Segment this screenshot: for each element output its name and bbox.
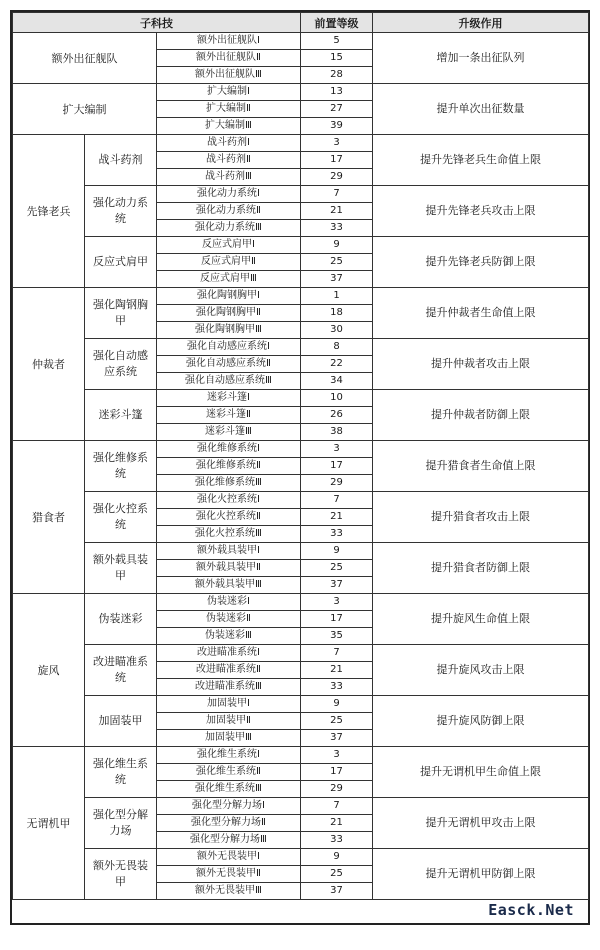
header-effect: 升级作用 bbox=[373, 13, 589, 33]
level-value: 28 bbox=[301, 67, 373, 84]
level-value: 9 bbox=[301, 696, 373, 713]
effect-cell: 提升仲裁者生命值上限 bbox=[373, 288, 589, 339]
tech-table bbox=[12, 12, 589, 900]
effect-cell: 提升旋风生命值上限 bbox=[373, 594, 589, 645]
sub-tech-name: 强化维修系统Ⅲ bbox=[157, 475, 301, 492]
header-row bbox=[13, 13, 589, 33]
level-value: 3 bbox=[301, 594, 373, 611]
effect-cell: 提升旋风攻击上限 bbox=[373, 645, 589, 696]
level-value: 25 bbox=[301, 866, 373, 883]
effect-cell: 提升猎食者生命值上限 bbox=[373, 441, 589, 492]
table-row bbox=[13, 645, 589, 662]
level-value: 33 bbox=[301, 679, 373, 696]
level-value: 39 bbox=[301, 118, 373, 135]
tech-group-cell: 战斗药剂 bbox=[85, 135, 157, 186]
sub-tech-name: 额外载具装甲Ⅰ bbox=[157, 543, 301, 560]
table-row bbox=[13, 492, 589, 509]
sub-tech-name: 反应式肩甲Ⅲ bbox=[157, 271, 301, 288]
level-value: 25 bbox=[301, 713, 373, 730]
sub-tech-name: 战斗药剂Ⅱ bbox=[157, 152, 301, 169]
table-row bbox=[13, 186, 589, 203]
level-value: 21 bbox=[301, 815, 373, 832]
tech-group-cell: 强化型分解力场 bbox=[85, 798, 157, 849]
table-row bbox=[13, 594, 589, 611]
tech-group-cell: 反应式肩甲 bbox=[85, 237, 157, 288]
level-value: 5 bbox=[301, 33, 373, 50]
level-value: 9 bbox=[301, 237, 373, 254]
sub-tech-name: 扩大编制Ⅲ bbox=[157, 118, 301, 135]
table-row bbox=[13, 696, 589, 713]
table-row bbox=[13, 747, 589, 764]
effect-cell: 提升先锋老兵攻击上限 bbox=[373, 186, 589, 237]
sub-tech-name: 强化动力系统Ⅱ bbox=[157, 203, 301, 220]
effect-cell: 提升单次出征数量 bbox=[373, 84, 589, 135]
sub-tech-name: 扩大编制Ⅱ bbox=[157, 101, 301, 118]
level-value: 3 bbox=[301, 135, 373, 152]
header-sub-tech: 子科技 bbox=[13, 13, 301, 33]
sub-tech-name: 强化陶钢胸甲Ⅰ bbox=[157, 288, 301, 305]
level-value: 10 bbox=[301, 390, 373, 407]
sub-tech-name: 强化自动感应系统Ⅲ bbox=[157, 373, 301, 390]
category-cell: 无谓机甲 bbox=[13, 747, 85, 900]
sub-tech-name: 迷彩斗篷Ⅰ bbox=[157, 390, 301, 407]
level-value: 3 bbox=[301, 441, 373, 458]
level-value: 21 bbox=[301, 662, 373, 679]
sub-tech-name: 伪装迷彩Ⅰ bbox=[157, 594, 301, 611]
level-value: 37 bbox=[301, 883, 373, 900]
sub-tech-name: 强化动力系统Ⅲ bbox=[157, 220, 301, 237]
level-value: 37 bbox=[301, 577, 373, 594]
sub-tech-name: 额外载具装甲Ⅱ bbox=[157, 560, 301, 577]
sub-tech-name: 反应式肩甲Ⅰ bbox=[157, 237, 301, 254]
sub-tech-name: 强化型分解力场Ⅲ bbox=[157, 832, 301, 849]
table-row bbox=[13, 441, 589, 458]
level-value: 26 bbox=[301, 407, 373, 424]
level-value: 33 bbox=[301, 832, 373, 849]
table-row bbox=[13, 135, 589, 152]
level-value: 8 bbox=[301, 339, 373, 356]
level-value: 38 bbox=[301, 424, 373, 441]
level-value: 29 bbox=[301, 475, 373, 492]
level-value: 7 bbox=[301, 645, 373, 662]
table-row bbox=[13, 543, 589, 560]
tech-group-cell: 强化动力系统 bbox=[85, 186, 157, 237]
effect-cell: 提升无谓机甲攻击上限 bbox=[373, 798, 589, 849]
level-value: 21 bbox=[301, 509, 373, 526]
level-value: 13 bbox=[301, 84, 373, 101]
sub-tech-name: 强化维生系统Ⅲ bbox=[157, 781, 301, 798]
sub-tech-name: 额外无畏装甲Ⅰ bbox=[157, 849, 301, 866]
level-value: 25 bbox=[301, 560, 373, 577]
table-row bbox=[13, 390, 589, 407]
sub-tech-name: 反应式肩甲Ⅱ bbox=[157, 254, 301, 271]
level-value: 17 bbox=[301, 152, 373, 169]
category-cell: 猎食者 bbox=[13, 441, 85, 594]
sub-tech-name: 额外无畏装甲Ⅱ bbox=[157, 866, 301, 883]
sub-tech-name: 加固装甲Ⅰ bbox=[157, 696, 301, 713]
sub-tech-name: 强化型分解力场Ⅰ bbox=[157, 798, 301, 815]
sub-tech-name: 改进瞄准系统Ⅱ bbox=[157, 662, 301, 679]
sub-tech-name: 迷彩斗篷Ⅲ bbox=[157, 424, 301, 441]
effect-cell: 提升先锋老兵生命值上限 bbox=[373, 135, 589, 186]
sub-tech-name: 强化自动感应系统Ⅰ bbox=[157, 339, 301, 356]
level-value: 7 bbox=[301, 798, 373, 815]
sub-tech-name: 加固装甲Ⅲ bbox=[157, 730, 301, 747]
sub-tech-name: 强化维修系统Ⅱ bbox=[157, 458, 301, 475]
sub-tech-name: 加固装甲Ⅱ bbox=[157, 713, 301, 730]
watermark: Easck.Net bbox=[488, 901, 574, 919]
tech-group-cell: 强化维修系统 bbox=[85, 441, 157, 492]
level-value: 37 bbox=[301, 271, 373, 288]
sub-tech-name: 额外出征舰队Ⅱ bbox=[157, 50, 301, 67]
sub-tech-name: 战斗药剂Ⅰ bbox=[157, 135, 301, 152]
level-value: 33 bbox=[301, 526, 373, 543]
sub-tech-name: 强化陶钢胸甲Ⅲ bbox=[157, 322, 301, 339]
tech-group-cell: 额外载具装甲 bbox=[85, 543, 157, 594]
level-value: 33 bbox=[301, 220, 373, 237]
header-level: 前置等级 bbox=[301, 13, 373, 33]
sub-tech-name: 改进瞄准系统Ⅲ bbox=[157, 679, 301, 696]
level-value: 35 bbox=[301, 628, 373, 645]
level-value: 7 bbox=[301, 186, 373, 203]
sub-tech-name: 强化维生系统Ⅱ bbox=[157, 764, 301, 781]
sub-tech-name: 迷彩斗篷Ⅱ bbox=[157, 407, 301, 424]
table-row bbox=[13, 288, 589, 305]
level-value: 25 bbox=[301, 254, 373, 271]
table-row bbox=[13, 798, 589, 815]
sub-tech-name: 改进瞄准系统Ⅰ bbox=[157, 645, 301, 662]
table-row bbox=[13, 849, 589, 866]
level-value: 17 bbox=[301, 764, 373, 781]
tech-group-cell: 强化自动感应系统 bbox=[85, 339, 157, 390]
sub-tech-name: 强化陶钢胸甲Ⅱ bbox=[157, 305, 301, 322]
category-cell: 额外出征舰队 bbox=[13, 33, 157, 84]
effect-cell: 提升无谓机甲防御上限 bbox=[373, 849, 589, 900]
level-value: 29 bbox=[301, 781, 373, 798]
sub-tech-name: 额外无畏装甲Ⅲ bbox=[157, 883, 301, 900]
level-value: 17 bbox=[301, 611, 373, 628]
level-value: 9 bbox=[301, 849, 373, 866]
tech-table-body bbox=[13, 33, 589, 900]
tech-table-frame bbox=[10, 10, 590, 925]
table-row bbox=[13, 237, 589, 254]
effect-cell: 提升先锋老兵防御上限 bbox=[373, 237, 589, 288]
sub-tech-name: 强化型分解力场Ⅱ bbox=[157, 815, 301, 832]
category-cell: 扩大编制 bbox=[13, 84, 157, 135]
sub-tech-name: 强化火控系统Ⅱ bbox=[157, 509, 301, 526]
level-value: 17 bbox=[301, 458, 373, 475]
tech-group-cell: 加固装甲 bbox=[85, 696, 157, 747]
level-value: 27 bbox=[301, 101, 373, 118]
effect-cell: 提升猎食者防御上限 bbox=[373, 543, 589, 594]
sub-tech-name: 强化自动感应系统Ⅱ bbox=[157, 356, 301, 373]
table-row bbox=[13, 339, 589, 356]
tech-group-cell: 强化维生系统 bbox=[85, 747, 157, 798]
table-row bbox=[13, 84, 589, 101]
effect-cell: 提升仲裁者防御上限 bbox=[373, 390, 589, 441]
effect-cell: 增加一条出征队列 bbox=[373, 33, 589, 84]
effect-cell: 提升猎食者攻击上限 bbox=[373, 492, 589, 543]
tech-group-cell: 改进瞄准系统 bbox=[85, 645, 157, 696]
level-value: 34 bbox=[301, 373, 373, 390]
level-value: 37 bbox=[301, 730, 373, 747]
tech-group-cell: 强化陶钢胸甲 bbox=[85, 288, 157, 339]
level-value: 30 bbox=[301, 322, 373, 339]
level-value: 21 bbox=[301, 203, 373, 220]
sub-tech-name: 额外出征舰队Ⅰ bbox=[157, 33, 301, 50]
tech-group-cell: 额外无畏装甲 bbox=[85, 849, 157, 900]
sub-tech-name: 额外载具装甲Ⅲ bbox=[157, 577, 301, 594]
sub-tech-name: 强化维生系统Ⅰ bbox=[157, 747, 301, 764]
category-cell: 旋风 bbox=[13, 594, 85, 747]
tech-group-cell: 强化火控系统 bbox=[85, 492, 157, 543]
effect-cell: 提升旋风防御上限 bbox=[373, 696, 589, 747]
tech-group-cell: 伪装迷彩 bbox=[85, 594, 157, 645]
sub-tech-name: 扩大编制Ⅰ bbox=[157, 84, 301, 101]
sub-tech-name: 强化动力系统Ⅰ bbox=[157, 186, 301, 203]
sub-tech-name: 强化火控系统Ⅲ bbox=[157, 526, 301, 543]
category-cell: 仲裁者 bbox=[13, 288, 85, 441]
level-value: 1 bbox=[301, 288, 373, 305]
level-value: 3 bbox=[301, 747, 373, 764]
level-value: 18 bbox=[301, 305, 373, 322]
level-value: 7 bbox=[301, 492, 373, 509]
level-value: 29 bbox=[301, 169, 373, 186]
category-cell: 先锋老兵 bbox=[13, 135, 85, 288]
sub-tech-name: 强化火控系统Ⅰ bbox=[157, 492, 301, 509]
sub-tech-name: 伪装迷彩Ⅲ bbox=[157, 628, 301, 645]
tech-group-cell: 迷彩斗篷 bbox=[85, 390, 157, 441]
sub-tech-name: 伪装迷彩Ⅱ bbox=[157, 611, 301, 628]
table-row bbox=[13, 33, 589, 50]
effect-cell: 提升仲裁者攻击上限 bbox=[373, 339, 589, 390]
level-value: 9 bbox=[301, 543, 373, 560]
sub-tech-name: 额外出征舰队Ⅲ bbox=[157, 67, 301, 84]
sub-tech-name: 强化维修系统Ⅰ bbox=[157, 441, 301, 458]
level-value: 15 bbox=[301, 50, 373, 67]
sub-tech-name: 战斗药剂Ⅲ bbox=[157, 169, 301, 186]
level-value: 22 bbox=[301, 356, 373, 373]
effect-cell: 提升无谓机甲生命值上限 bbox=[373, 747, 589, 798]
